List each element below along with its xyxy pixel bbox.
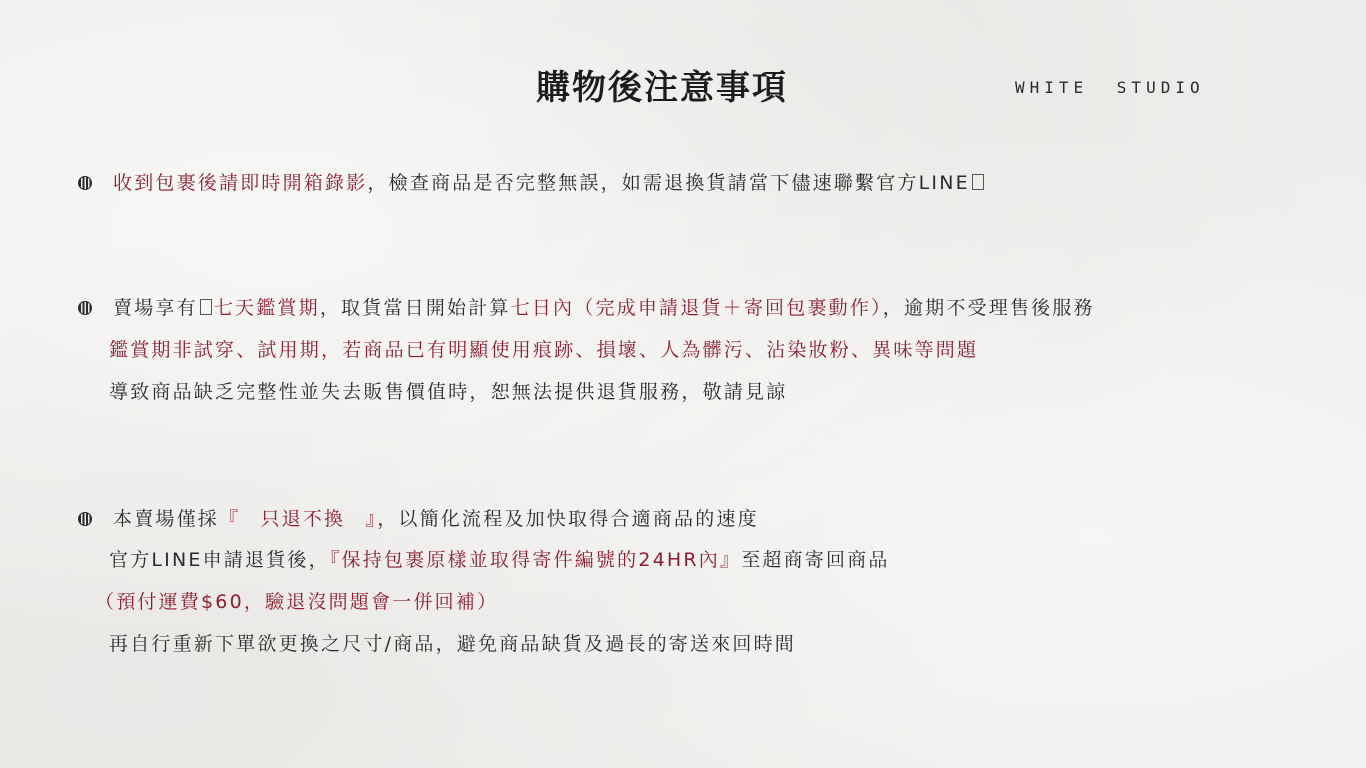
notice-line: [113, 505, 759, 533]
notice-line: [109, 546, 890, 574]
bullet-icon: [78, 176, 92, 190]
notice-line: 再自行重新下單欲更換之尺寸/商品，避免商品缺貨及過長的寄送來回時間: [109, 633, 797, 655]
body-text: 官方LINE申請退貨後，: [109, 549, 330, 571]
brand-name: WHITE STUDIO: [1015, 78, 1205, 97]
body-text: ，檢查商品是否完整無誤，如需退換貨請當下儘速聯繫官方LINE: [367, 172, 970, 194]
highlight-text: 七天鑑賞期: [213, 297, 320, 319]
body-text: ，逾期不受理售後服務: [882, 297, 1095, 319]
notice-line: [113, 169, 986, 197]
missing-glyph-icon: [972, 174, 984, 190]
page-title: 購物後注意事項: [536, 68, 788, 108]
body-text: 賣場享有: [113, 297, 198, 319]
notice-line: 導致商品缺乏完整性並失去販售價值時，恕無法提供退貨服務，敬請見諒: [109, 381, 788, 403]
highlight-text: 七日內（完成申請退貨＋寄回包裹動作）: [510, 297, 883, 319]
highlight-text: 『 只退不換 』: [219, 508, 378, 530]
notice-line: [113, 294, 1095, 322]
notice-line: 鑑賞期非試穿、試用期，若商品已有明顯使用痕跡、損壞、人為髒污、沾染妝粉、異味等問題: [109, 339, 979, 361]
bullet-icon: [78, 301, 92, 315]
missing-glyph-icon: [200, 299, 212, 315]
body-text: ，以簡化流程及加快取得合適商品的速度: [377, 508, 759, 530]
body-text: 本賣場僅採: [113, 508, 220, 530]
body-text: 至超商寄回商品: [741, 549, 890, 571]
notice-line: （預付運費$60，驗退沒問題會一併回補）: [95, 591, 499, 613]
highlight-text: 收到包裹後請即時開箱錄影: [113, 172, 368, 194]
bullet-icon: [78, 512, 92, 526]
body-text: ，取貨當日開始計算: [319, 297, 511, 319]
highlight-text: 『保持包裹原樣並取得寄件編號的24HR內』: [329, 549, 742, 571]
